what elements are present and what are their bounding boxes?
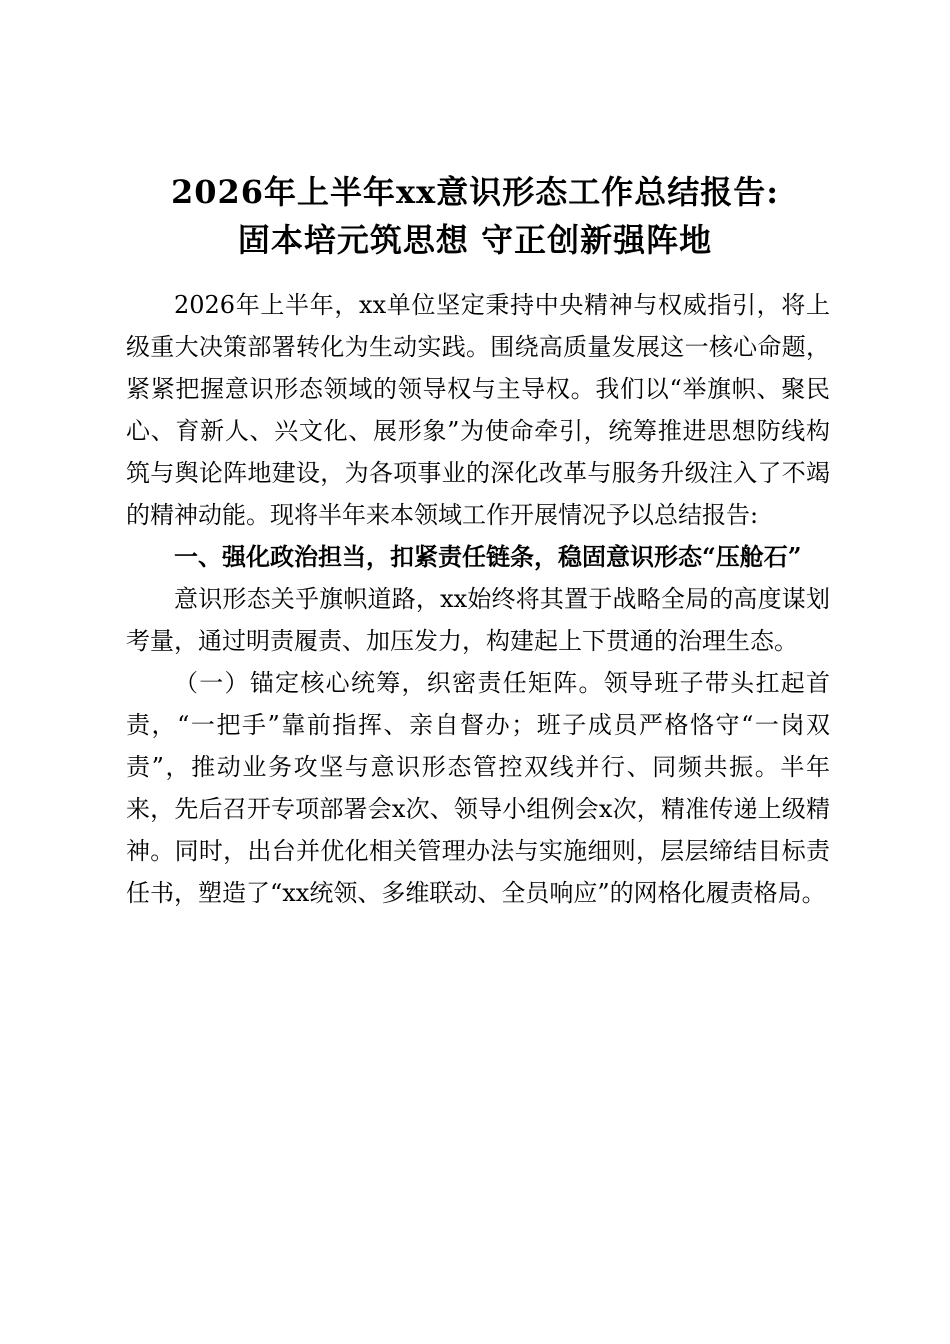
intro-paragraph: 2026年上半年，xx单位坚定秉持中央精神与权威指引，将上级重大决策部署转化为生动实践。围绕高质量发展这一核心命题，紧紧把握意识形态领域的领导权与主导权。我们以“举旗帜、聚民心、育新人、兴文化、展形象”为使命牵引，统筹推进思想防线构筑与舆论阵地建设，为各项事业的深化改革与服务升级注入了不竭的精神动能。现将半年来本领域工作开展情况予以总结报告:: [126, 291, 830, 529]
title-line-1: 2026年上半年xx意识形态工作总结报告:: [170, 173, 780, 211]
document-body: [126, 284, 830, 914]
section-heading-1: 一、强化政治担当，扣紧责任链条，稳固意识形态“压舱石”: [174, 542, 802, 571]
document-title: [118, 168, 832, 264]
section-1-paragraph: 意识形态关乎旗帜道路，xx始终将其置于战略全局的高度谋划考量，通过明责履责、加压发力，构建起上下贯通的治理生态。: [126, 585, 830, 655]
title-line-2: 固本培元筑思想 守正创新强阵地: [237, 221, 713, 259]
subsection-1-paragraph: （一）锚定核心统筹，织密责任矩阵。领导班子带头扛起首责，“一把手”靠前指挥、亲自督办；班子成员严格恪守“一岗双责”，推动业务攻坚与意识形态管控双线并行、同频共振。半年来，先后召开专项部署会x次、领导小组例会x次，精准传递上级精神。同时，出台并优化相关管理办法与实施细则，层层缔结目标责任书，塑造了“xx统领、多维联动、全员响应”的网格化履责格局。: [126, 669, 830, 907]
